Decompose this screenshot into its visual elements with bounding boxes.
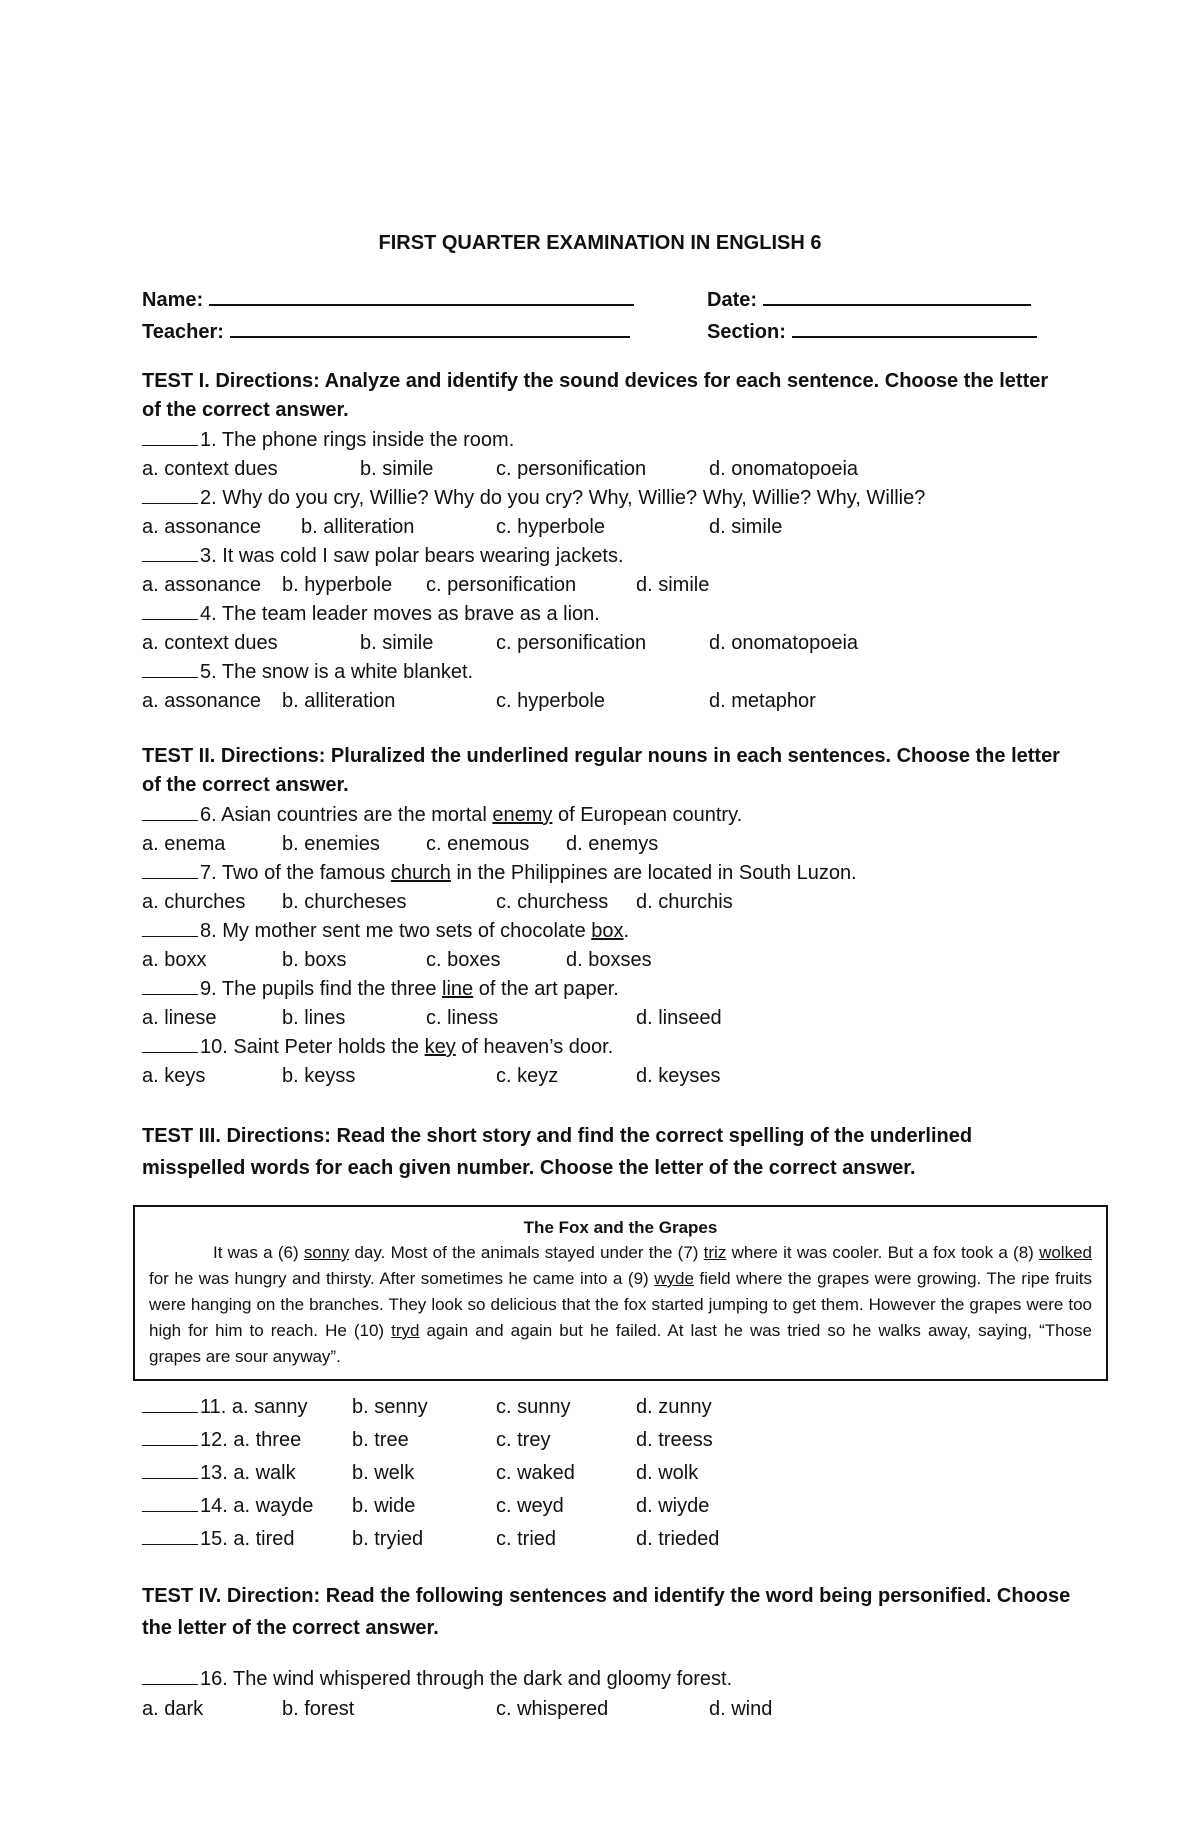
- choice-b[interactable]: b. alliteration: [282, 690, 396, 712]
- choice-c[interactable]: c. personification: [496, 632, 647, 654]
- choice-a[interactable]: a. boxx: [142, 949, 207, 971]
- test-3-directions: TEST III. Directions: Read the short story and find the correct spelling of the underlined misspelled words for each given number. Choose the letter of the correct answer.: [142, 1125, 973, 1179]
- question-8: 8. My mother sent me two sets of chocolate box.: [142, 919, 629, 943]
- choice-d[interactable]: d. enemys: [566, 833, 659, 855]
- choice-d[interactable]: d. wind: [709, 1698, 773, 1720]
- misspelled-word: wolked: [1039, 1243, 1092, 1262]
- choice-c[interactable]: c. tried: [496, 1528, 557, 1550]
- choice-a[interactable]: a. keys: [142, 1065, 206, 1087]
- choice-b[interactable]: b. simile: [360, 632, 434, 654]
- choice-d[interactable]: d. wolk: [636, 1462, 699, 1484]
- section-label: Section:: [707, 321, 786, 343]
- choice-a[interactable]: a. assonance: [142, 690, 261, 712]
- choice-a[interactable]: a. context dues: [142, 632, 278, 654]
- choice-b[interactable]: b. wide: [352, 1495, 416, 1517]
- answer-blank[interactable]: [142, 1396, 198, 1413]
- answer-blank[interactable]: [142, 1462, 198, 1479]
- choice-c[interactable]: c. hyperbole: [496, 690, 605, 712]
- story-fragment: day. Most of the animals stayed under the (7): [349, 1243, 704, 1262]
- story-title: The Fox and the Grapes: [523, 1218, 718, 1237]
- choice-d[interactable]: d. wiyde: [636, 1495, 710, 1517]
- underlined-word: line: [442, 978, 474, 1000]
- choice-b[interactable]: b. tryied: [352, 1528, 424, 1550]
- choice-d[interactable]: d. boxses: [566, 949, 652, 971]
- choice-a[interactable]: a. walk: [233, 1462, 296, 1484]
- choice-b[interactable]: b. simile: [360, 458, 434, 480]
- choice-d[interactable]: d. linseed: [636, 1007, 722, 1029]
- name-input-line[interactable]: [209, 286, 634, 306]
- choice-c[interactable]: c. churchess: [496, 891, 609, 913]
- section-field: [707, 318, 1037, 344]
- choice-d[interactable]: d. trieded: [636, 1528, 720, 1550]
- teacher-field: [142, 318, 630, 344]
- section-input-line[interactable]: [792, 318, 1037, 338]
- story-fragment: for he was hungry and thirsty. After sometimes he came into a (9): [149, 1269, 655, 1288]
- choice-d[interactable]: d. onomatopoeia: [709, 632, 859, 654]
- choice-b[interactable]: b. forest: [282, 1698, 355, 1720]
- choice-b[interactable]: b. enemies: [282, 833, 380, 855]
- choice-a[interactable]: a. assonance: [142, 516, 261, 538]
- choice-a[interactable]: a. assonance: [142, 574, 261, 596]
- answer-blank[interactable]: [142, 661, 198, 678]
- choice-d[interactable]: d. simile: [636, 574, 710, 596]
- choice-a[interactable]: a. three: [233, 1429, 302, 1451]
- question-5: 5. The snow is a white blanket.: [142, 660, 473, 684]
- answer-blank[interactable]: [142, 603, 198, 620]
- choice-a[interactable]: a. context dues: [142, 458, 278, 480]
- misspelled-word: sonny: [303, 1243, 350, 1262]
- answer-blank[interactable]: [142, 545, 198, 562]
- story-text: [135, 1238, 1106, 1370]
- choice-a[interactable]: a. sanny: [231, 1396, 308, 1418]
- choice-c[interactable]: c. trey: [496, 1429, 551, 1451]
- test-1-directions: TEST I. Directions: Analyze and identify the sound devices for each sentence. Choose the letter of the correct answer.: [142, 370, 1049, 421]
- choice-a[interactable]: a. linese: [142, 1007, 217, 1029]
- misspelled-word: wyde: [654, 1269, 694, 1288]
- choice-b[interactable]: b. senny: [352, 1396, 428, 1418]
- answer-blank[interactable]: [142, 920, 198, 937]
- choice-c[interactable]: c. whispered: [496, 1698, 609, 1720]
- choice-d[interactable]: d. simile: [709, 516, 783, 538]
- choice-c[interactable]: c. boxes: [426, 949, 501, 971]
- answer-blank[interactable]: [142, 804, 198, 821]
- choice-a[interactable]: a. dark: [142, 1698, 204, 1720]
- choice-a[interactable]: a. wayde: [233, 1495, 314, 1517]
- choice-b[interactable]: b. welk: [352, 1462, 415, 1484]
- answer-blank[interactable]: [142, 1668, 198, 1685]
- teacher-input-line[interactable]: [230, 318, 630, 338]
- choice-a[interactable]: a. churches: [142, 891, 246, 913]
- choice-c[interactable]: c. hyperbole: [496, 516, 605, 538]
- choice-d[interactable]: d. zunny: [636, 1396, 712, 1418]
- question-2: 2. Why do you cry, Willie? Why do you cry? Why, Willie? Why, Willie? Why, Willie?: [142, 486, 925, 510]
- teacher-label: Teacher:: [142, 321, 224, 343]
- question-3: 3. It was cold I saw polar bears wearing jackets.: [142, 544, 624, 568]
- choice-b[interactable]: b. alliteration: [301, 516, 415, 538]
- story-fragment: where it was cooler. But a fox took a (8): [726, 1243, 1040, 1262]
- answer-blank[interactable]: [142, 487, 198, 504]
- answer-blank[interactable]: [142, 862, 198, 879]
- name-field: [142, 286, 634, 312]
- date-field: [707, 286, 1031, 312]
- question-9: 9. The pupils find the three line of the art paper.: [142, 977, 619, 1001]
- underlined-word: box: [591, 920, 624, 942]
- question-4: 4. The team leader moves as brave as a lion.: [142, 602, 600, 626]
- answer-blank[interactable]: [142, 1036, 198, 1053]
- test-4-directions: TEST IV. Direction: Read the following sentences and identify the word being personified. Choose the letter of the correct answer.: [142, 1585, 1071, 1639]
- choice-b[interactable]: b. lines: [282, 1007, 346, 1029]
- choice-d[interactable]: d. metaphor: [709, 690, 816, 712]
- answer-blank[interactable]: [142, 429, 198, 446]
- misspelled-word: tryd: [391, 1321, 420, 1340]
- story-fragment: It was a (6): [213, 1243, 304, 1262]
- date-input-line[interactable]: [763, 286, 1031, 306]
- choice-c[interactable]: c. keyz: [496, 1065, 559, 1087]
- choice-b[interactable]: b. keyss: [282, 1065, 356, 1087]
- choice-c[interactable]: c. weyd: [496, 1495, 564, 1517]
- question-1: 1. The phone rings inside the room.: [142, 428, 514, 452]
- date-label: Date:: [707, 289, 758, 311]
- underlined-word: key: [424, 1036, 456, 1058]
- story-fragment: field where the grapes were growing. The ripe fruits were hanging on the branches. They look so delicious that the fox started jumping to get them. However the grapes were too high for him to reach. He (10): [149, 1269, 1093, 1340]
- question-7: 7. Two of the famous church in the Philippines are located in South Luzon.: [142, 861, 857, 885]
- exam-page: FIRST QUARTER EXAMINATION IN ENGLISH 6 Name: Date: Teacher: Section: TEST I. Directions: Analyze and identify the sound devices for each sentence. Choose the letter of the correct answer. 1. The phone rings inside the room. a. context dues b. simile c. personification d. onomatopoeia 2. Why do you cry, Willie? Why do you cry? Why, Willie? Why, Willie? Why, Willie? a. assonance b. alliteration c. hyperbole d. simile 3. It was cold I saw polar bears wearing jackets. a. assonance b. hyperbole c. personification d. simile 4. The team leader moves as brave as a lion. a. context dues b. simile c. personification d. onomatopoeia 5. The snow is a white blanket. a. assonance b. alliteration c. hyperbole d. metaphor TEST II. Directions: Pluralized the underlined regular nouns in each sentences. Choose the letter of the correct answer. 6. Asian countries are the mortal enemy of European country. a. enema b. enemies c. enemous d. enemys 7. Two of the famous church in the Philippines are located in South Luzon. a. churches b. churcheses c. churchess d. churchis 8. My mother sent me two sets of chocolate box. a. boxx b. boxs c. boxes d. boxses 9. The pupils find the three line of the art paper. a. linese b. lines c. liness d. linseed 10. Saint Peter holds the key of heaven’s door. a. keys b. keyss c. keyz d. keyses TEST III. Directions: Read the short story and find the correct spelling of the underlined misspelled words for each given number. Choose the letter of the correct answer. The Fox and the Grapes It was a (6) sonny day. Most of the animals stayed under the (7) triz where it was cooler. But a fox took a (8) wolked for he was hungry and thirsty. After sometimes he came into a (9) wyde field where the grapes were growing. The ripe fruits were hanging on the branches. They look so delicious that the fox started jumping to get them. However the grapes were too high for him to reach. He (10) tryd again and again but he failed. At last he was tried so he walks away, saying, “Those grapes are sour anyway”. 11. a. sanny b. senny c. sunny d. zunny 12. a. three b. tree c. trey d. treess 13. a. walk b. welk c. waked d. wolk 14. a. wayde b. wide c. weyd d. wiyde 15. a. tired b. tryied c. tried d. trieded TEST IV. Direction: Read the following sentences and identify the word being personified. Choose the letter of the correct answer. 16. The wind whispered through the dark and gloomy forest. a. dark b. forest c. whispered d. wind: [0, 0, 1200, 1835]
- page-title: FIRST QUARTER EXAMINATION IN ENGLISH 6: [378, 232, 822, 254]
- misspelled-word: triz: [703, 1243, 727, 1262]
- choice-b[interactable]: b. boxs: [282, 949, 347, 971]
- choice-d[interactable]: d. onomatopoeia: [709, 458, 859, 480]
- story-box: [133, 1205, 1108, 1381]
- underlined-word: enemy: [492, 804, 553, 826]
- choice-c[interactable]: c. waked: [496, 1462, 575, 1484]
- test-2-directions: TEST II. Directions: Pluralized the underlined regular nouns in each sentences. Choose the letter of the correct answer.: [142, 745, 1060, 796]
- answer-blank[interactable]: [142, 1528, 198, 1545]
- story-fragment: again and again but he failed. At last he was tried so he walks away, saying, “Those grapes are sour anyway”.: [149, 1321, 1092, 1366]
- question-10: 10. Saint Peter holds the key of heaven’s door.: [142, 1035, 613, 1059]
- choice-c[interactable]: c. personification: [496, 458, 647, 480]
- choice-b[interactable]: b. hyperbole: [282, 574, 393, 596]
- name-label: Name:: [142, 289, 204, 311]
- choice-b[interactable]: b. churcheses: [282, 891, 407, 913]
- choice-d[interactable]: d. keyses: [636, 1065, 721, 1087]
- choice-d[interactable]: d. churchis: [636, 891, 733, 913]
- choice-c[interactable]: c. sunny: [496, 1396, 571, 1418]
- choice-b[interactable]: b. tree: [352, 1429, 409, 1451]
- choice-a[interactable]: a. tired: [233, 1528, 295, 1550]
- choice-a[interactable]: a. enema: [142, 833, 226, 855]
- question-6: 6. Asian countries are the mortal enemy of European country.: [142, 803, 742, 827]
- answer-blank[interactable]: [142, 978, 198, 995]
- answer-blank[interactable]: [142, 1429, 198, 1446]
- answer-blank[interactable]: [142, 1495, 198, 1512]
- question-16: 16. The wind whispered through the dark and gloomy forest.: [142, 1667, 732, 1691]
- underlined-word: church: [390, 862, 451, 884]
- choice-c[interactable]: c. enemous: [426, 833, 530, 855]
- choice-c[interactable]: c. liness: [426, 1007, 499, 1029]
- choice-c[interactable]: c. personification: [426, 574, 577, 596]
- choice-d[interactable]: d. treess: [636, 1429, 713, 1451]
